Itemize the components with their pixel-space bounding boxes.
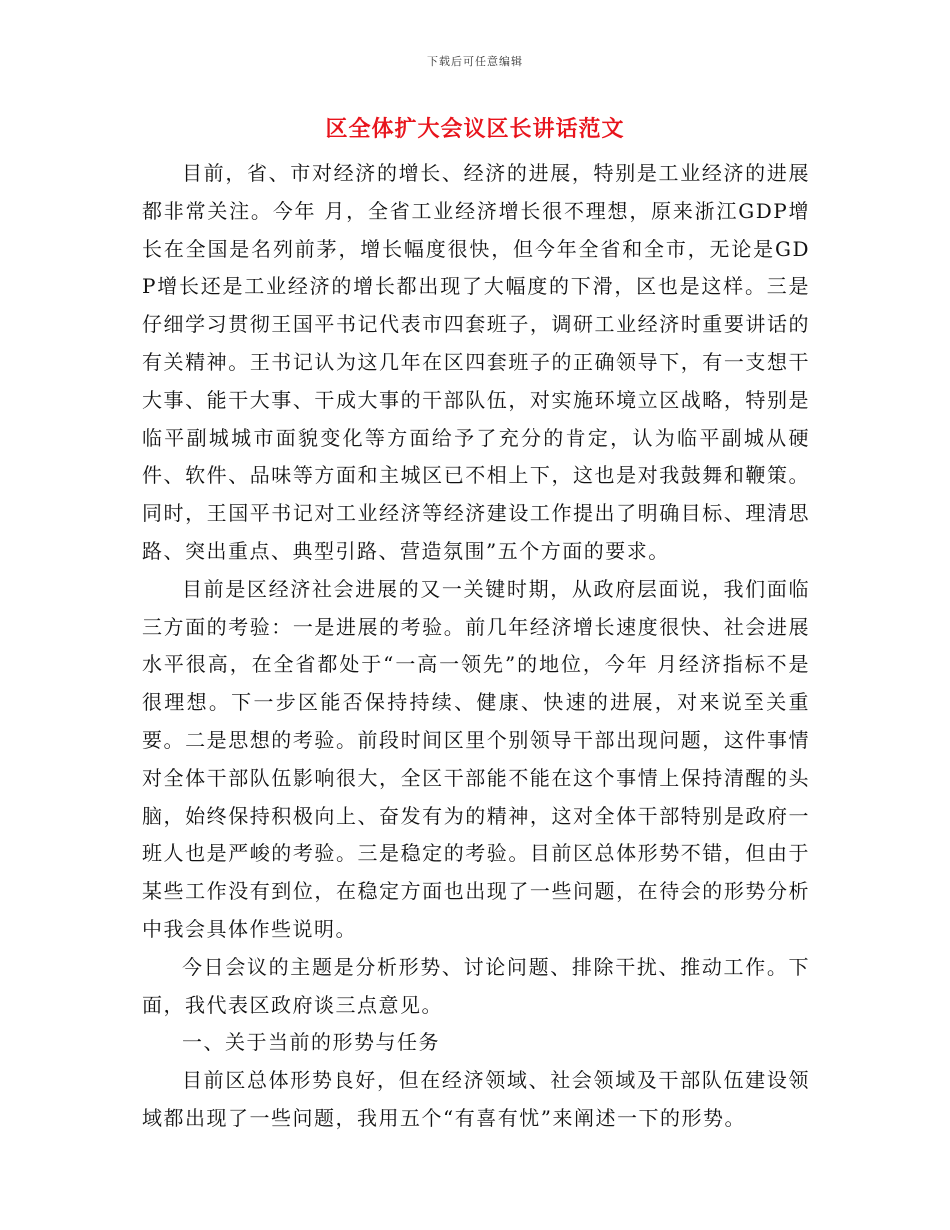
- paragraph-4: 目前区总体形势良好，但在经济领域、社会领域及干部队伍建设领域都出现了一些问题，我用五个“有喜有忧”来阐述一下的形势。: [142, 1068, 810, 1130]
- paragraph-1: 目前，省、市对经济的增长、经济的进展，特别是工业经济的进展都非常关注。今年 月，全省工业经济增长很不理想，原来浙江GDP增长在全国是名列前茅，增长幅度很快，但今年全省和全市，无论是GDP增长还是工业经济的增长都出现了大幅度的下滑，区也是这样。三是仔细学习贯彻王国平书记代表市四套班子，调研工业经济时重要讲话的有关精神。王书记认为这几年在区四套班子的正确领导下，有一支想干大事、能干大事、干成大事的干部队伍，对实施环境立区战略，特别是临平副城城市面貌变化等方面给予了充分的肯定，认为临平副城从硬件、软件、品味等方面和主城区已不相上下，这也是对我鼓舞和鞭策。同时，王国平书记对工业经济等经济建设工作提出了明确目标、理清思路、突出重点、典型引路、营造氛围”五个方面的要求。: [142, 161, 810, 563]
- section-heading-1: 一、关于当前的形势与任务: [182, 1030, 440, 1055]
- paragraph-2: 目前是区经济社会进展的又一关键时期，从政府层面说，我们面临三方面的考验：一是进展的考验。前几年经济增长速度很快、社会进展水平很高，在全省都处于“一高一领先”的地位，今年 月经济指标不是很理想。下一步区能否保持持续、健康、快速的进展，对来说至关重要。二是思想的考验。前段时间区里个别领导干部出现问题，这件事情对全体干部队伍影响很大，全区干部能不能在这个事情上保持清醒的头脑，始终保持积极向上、奋发有为的精神，这对全体干部特别是政府一班人也是严峻的考验。三是稳定的考验。目前区总体形势不错，但由于某些工作没有到位，在稳定方面也出现了一些问题，在待会的形势分析中我会具体作些说明。: [142, 576, 810, 941]
- paragraph-3: 今日会议的主题是分析形势、讨论问题、排除干扰、推动工作。下面，我代表区政府谈三点意见。: [142, 954, 810, 1017]
- page-header-note: 下载后可任意编辑: [427, 55, 523, 68]
- document-body: [142, 155, 810, 1138]
- document-title: 区全体扩大会议区长讲话范文: [325, 116, 625, 142]
